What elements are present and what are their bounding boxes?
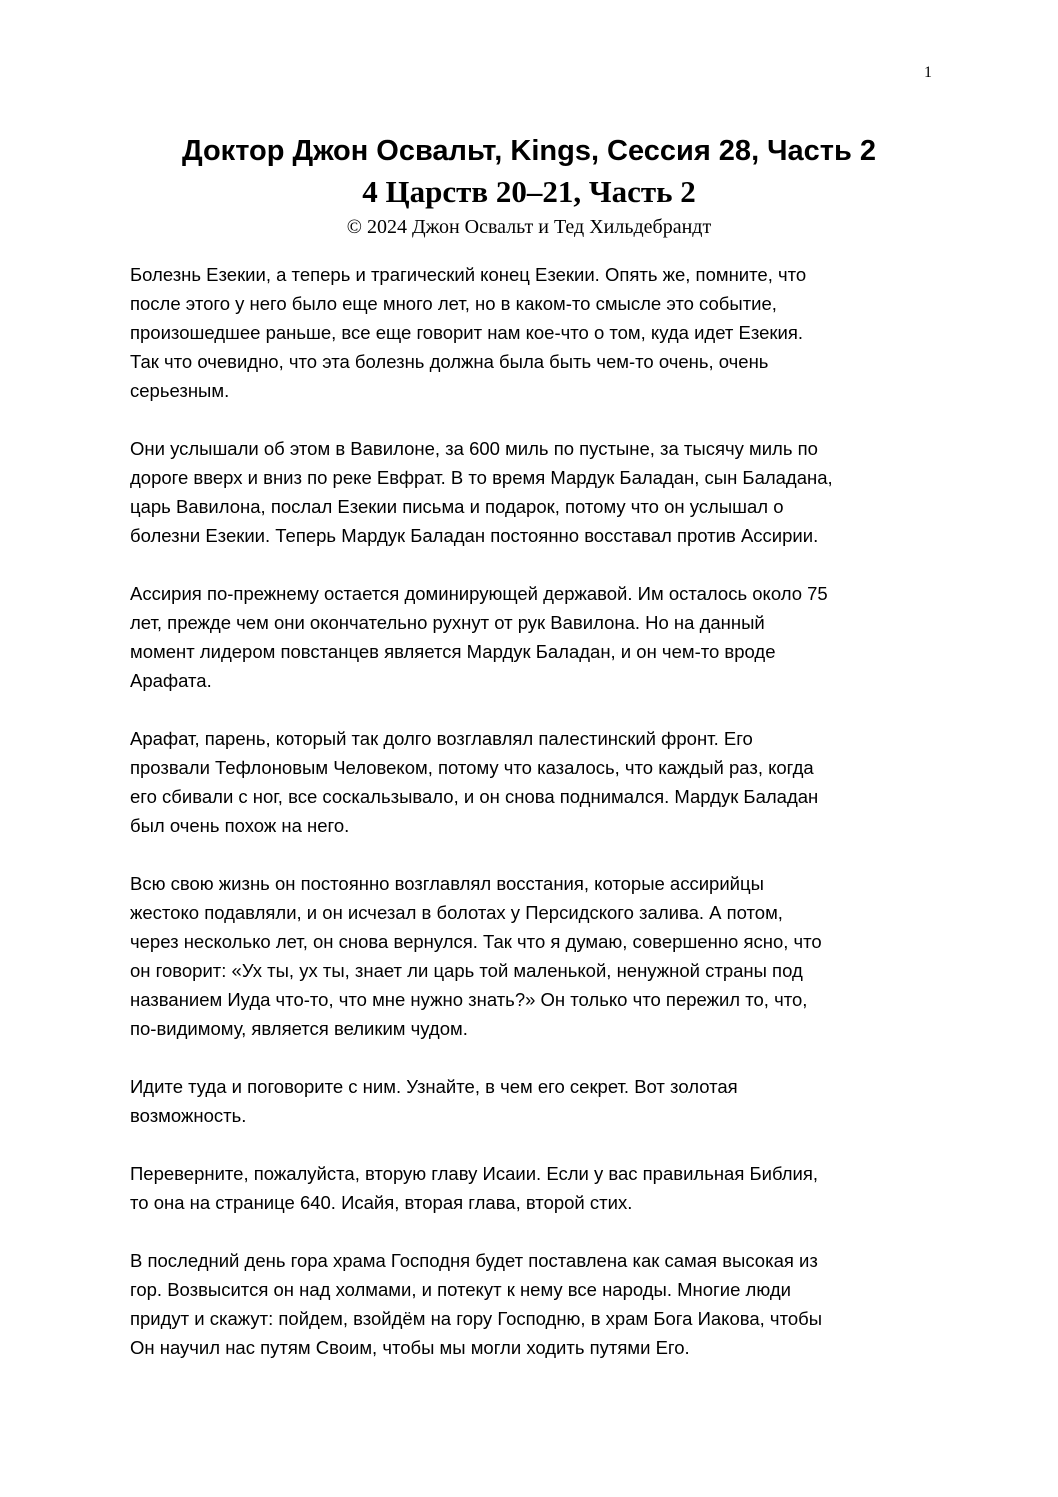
- paragraph: [130, 260, 930, 405]
- copyright-line: © 2024 Джон Освальт и Тед Хильдебрандт: [346, 216, 712, 238]
- text-line: придут и скажут: пойдем, взойдём на гору Господню, в храм Бога Иакова, чтобы: [130, 1308, 823, 1329]
- text-line: возможность.: [130, 1105, 247, 1126]
- text-line: Они услышали об этом в Вавилоне, за 600 миль по пустыне, за тысячу миль по: [130, 438, 818, 459]
- text-line: момент лидером повстанцев является Мардук Баладан, и он чем-то вроде: [130, 641, 776, 662]
- text-line: Всю свою жизнь он постоянно возглавлял восстания, которые ассирийцы: [130, 873, 764, 894]
- text-line: Арафата.: [130, 670, 212, 691]
- text-line: произошедшее раньше, все еще говорит нам кое-что о том, куда идет Езекия.: [130, 322, 804, 343]
- text-line: после этого у него было еще много лет, но в каком-то смысле это событие,: [130, 293, 777, 314]
- paragraph: [130, 1072, 930, 1130]
- text-line: Болезнь Езекии, а теперь и трагический конец Езекии. Опять же, помните, что: [130, 264, 807, 285]
- paragraph: [130, 434, 930, 550]
- text-line: Арафат, парень, который так долго возглавлял палестинский фронт. Его: [130, 728, 753, 749]
- paragraph: [130, 869, 930, 1043]
- text-line: болезни Езекии. Теперь Мардук Баладан постоянно восставал против Ассирии.: [130, 525, 819, 546]
- text-line: гор. Возвысится он над холмами, и потекут к нему все народы. Многие люди: [130, 1279, 791, 1300]
- document-title: Доктор Джон Освальт, Kings, Сессия 28, Часть 2: [181, 135, 877, 167]
- text-line: Переверните, пожалуйста, вторую главу Исаии. Если у вас правильная Библия,: [130, 1163, 819, 1184]
- text-line: Ассирия по-прежнему остается доминирующей державой. Им осталось около 75: [130, 583, 828, 604]
- paragraph: [130, 724, 930, 840]
- text-line: через несколько лет, он снова вернулся. Так что я думаю, совершенно ясно, что: [130, 931, 822, 952]
- text-line: был очень похож на него.: [130, 815, 350, 836]
- paragraph: [130, 579, 930, 695]
- document-subtitle: 4 Царств 20–21, Часть 2: [362, 174, 696, 209]
- paragraph: [130, 1159, 930, 1217]
- text-line: Так что очевидно, что эта болезнь должна была быть чем-то очень, очень: [130, 351, 769, 372]
- text-line: он говорит: «Ух ты, ух ты, знает ли царь той маленькой, ненужной страны под: [130, 960, 803, 981]
- text-line: то она на странице 640. Исайя, вторая глава, второй стих.: [130, 1192, 633, 1213]
- page-number: 1: [924, 64, 932, 81]
- text-line: по-видимому, является великим чудом.: [130, 1018, 468, 1039]
- text-line: жестоко подавляли, и он исчезал в болотах у Персидского залива. А потом,: [130, 902, 783, 923]
- text-line: серьезным.: [130, 380, 230, 401]
- paragraph: [130, 1246, 930, 1362]
- text-line: царь Вавилона, послал Езекии письма и подарок, потому что он услышал о: [130, 496, 784, 517]
- text-line: лет, прежде чем они окончательно рухнут от рук Вавилона. Но на данный: [130, 612, 765, 633]
- text-line: дороге вверх и вниз по реке Евфрат. В то время Мардук Баладан, сын Баладана,: [130, 467, 833, 488]
- text-line: Идите туда и поговорите с ним. Узнайте, в чем его секрет. Вот золотая: [130, 1076, 738, 1097]
- text-line: В последний день гора храма Господня будет поставлена как самая высокая из: [130, 1250, 818, 1271]
- text-line: Он научил нас путям Своим, чтобы мы могли ходить путями Его.: [130, 1337, 690, 1358]
- text-line: названием Иуда что-то, что мне нужно знать?» Он только что пережил то, что,: [130, 989, 808, 1010]
- text-line: его сбивали с ног, все соскальзывало, и он снова поднимался. Мардук Баладан: [130, 786, 819, 807]
- document-body: [130, 260, 930, 1391]
- text-line: прозвали Тефлоновым Человеком, потому что казалось, что каждый раз, когда: [130, 757, 814, 778]
